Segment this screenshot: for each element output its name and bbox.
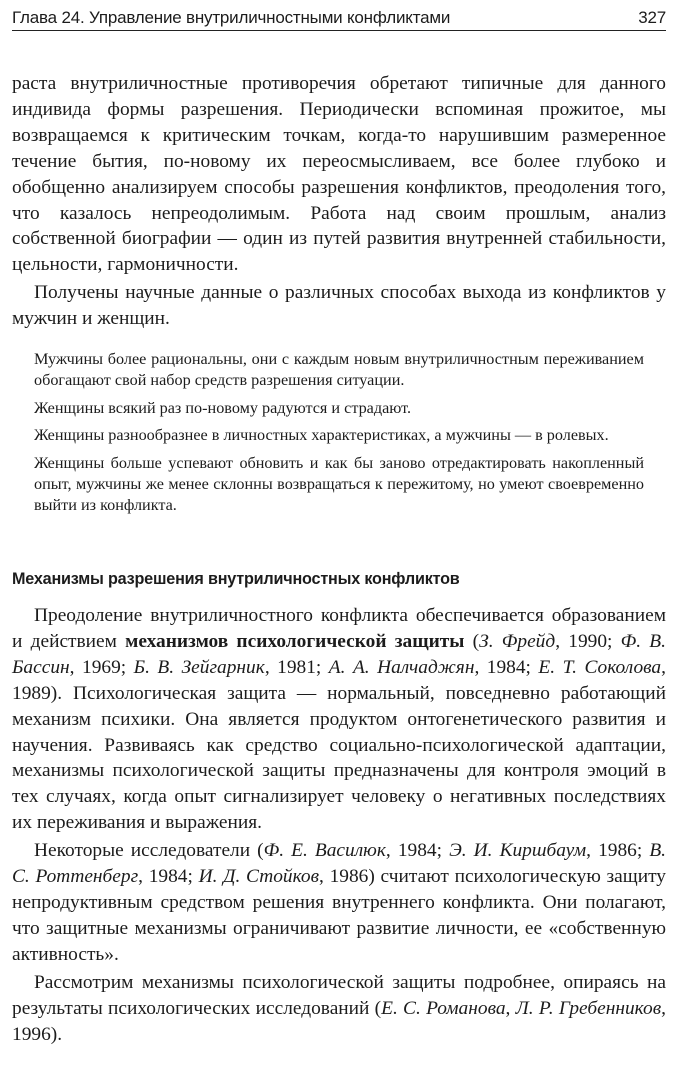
intro-block xyxy=(12,71,666,332)
page-number: 327 xyxy=(638,8,666,27)
text-run: Рассмотрим механизмы психологической защиты подробнее, опираясь на результаты психологических исследований ( xyxy=(12,971,666,1019)
author-citation: З. Фрейд xyxy=(479,630,556,652)
author-citation: А. А. Налчаджян xyxy=(328,656,475,678)
bold-term: механизмов психологической защиты xyxy=(125,630,465,652)
findings-list xyxy=(34,349,644,523)
intro-paragraph-1: раста внутриличностные противоречия обретают типичные для данного индивида формы разрешения. Периодически вспоминая прожитое, мы возвращаемся к критическим точкам, когда-то нарушившим размеренное течение бытия, по-новому их переосмысливаем, все более глубоко и обобщенно анализируем способы разрешения конфликтов, преодоления того, что казалось непреодолимым. Работа над своим прошлым, анализ собственной биографии — один из путей развития внутренней стабильности, цельности, гармоничности. xyxy=(12,73,666,276)
text-run: Преодоление внутриличностного конфликта обеспечивается образованием и действием xyxy=(12,605,666,652)
finding-item: Женщины всякий раз по-новому радуются и страдают. xyxy=(34,398,412,417)
author-citation: В. С. Роттенберг xyxy=(12,840,667,888)
author-citation: Ф. В. Бассин xyxy=(12,630,666,678)
author-citation: Ф. Е. Василюк xyxy=(263,840,386,862)
text-run: , 1986; xyxy=(586,840,650,862)
text-run: , 1996). xyxy=(12,997,666,1045)
header-divider xyxy=(12,30,666,31)
text-run: , 1981; xyxy=(264,656,329,678)
finding-item: Мужчины более рациональны, они с каждым новым внутриличностным переживанием обогащают свой набор средств разрешения ситуации. xyxy=(34,350,644,390)
text-run: Некоторые исследователи ( xyxy=(34,840,264,862)
section-body xyxy=(12,603,666,1047)
text-run: , 1986) считают психологическую защиту непродуктивным средством решения внутреннего конфликта. Они полагают, что защитные механизмы ограничивают развитие личности, ее «собственную активность». xyxy=(12,866,666,965)
section-paragraph-2 xyxy=(12,838,666,968)
author-citation: Б. В. Зейгарник xyxy=(133,656,265,678)
author-citation: Е. С. Романова xyxy=(381,997,506,1019)
text-run: , 1989). Психологическая защита — нормальный, повседневно работающий механизм психики. Она является продуктом онтогенетического развития и научения. Развиваясь как средство социально-психологической адаптации, механизмы психологической защиты предназначены для контроля эмоций в тех случаях, когда опыт сигнализирует человеку о негативных последствиях их переживания и выражения. xyxy=(12,656,666,834)
running-header xyxy=(12,6,666,32)
author-citation: Л. Р. Гребенников xyxy=(515,997,662,1019)
intro-paragraph-2: Получены научные данные о различных способах выхода из конфликтов у мужчин и женщин. xyxy=(12,282,666,330)
author-citation: Э. И. Киршбаум xyxy=(449,840,587,862)
text-run: , 1984; xyxy=(385,840,450,862)
section-paragraph-1 xyxy=(12,603,666,836)
author-citation: Е. Т. Соколова xyxy=(538,656,662,678)
text-run: , 1984; xyxy=(474,656,539,678)
text-run: , xyxy=(505,997,516,1019)
finding-item: Женщины больше успевают обновить и как бы заново отредактировать накопленный опыт, мужчины же менее склонны возвращаться к пережитому, но умеют своевременно выйти из конфликта. xyxy=(34,453,644,515)
section-paragraph-3 xyxy=(12,970,666,1048)
text-run: , 1969; xyxy=(69,656,134,678)
section-heading: Механизмы разрешения внутриличностных конфликтов xyxy=(12,570,460,588)
author-citation: И. Д. Стойков xyxy=(198,866,320,888)
text-run: , 1984; xyxy=(138,866,199,888)
chapter-title: Глава 24. Управление внутриличностными конфликтами xyxy=(12,8,451,27)
finding-item: Женщины разнообразнее в личностных характеристиках, а мужчины — в ролевых. xyxy=(34,426,609,445)
text-run: ( xyxy=(464,630,480,652)
text-run: , 1990; xyxy=(555,630,621,652)
